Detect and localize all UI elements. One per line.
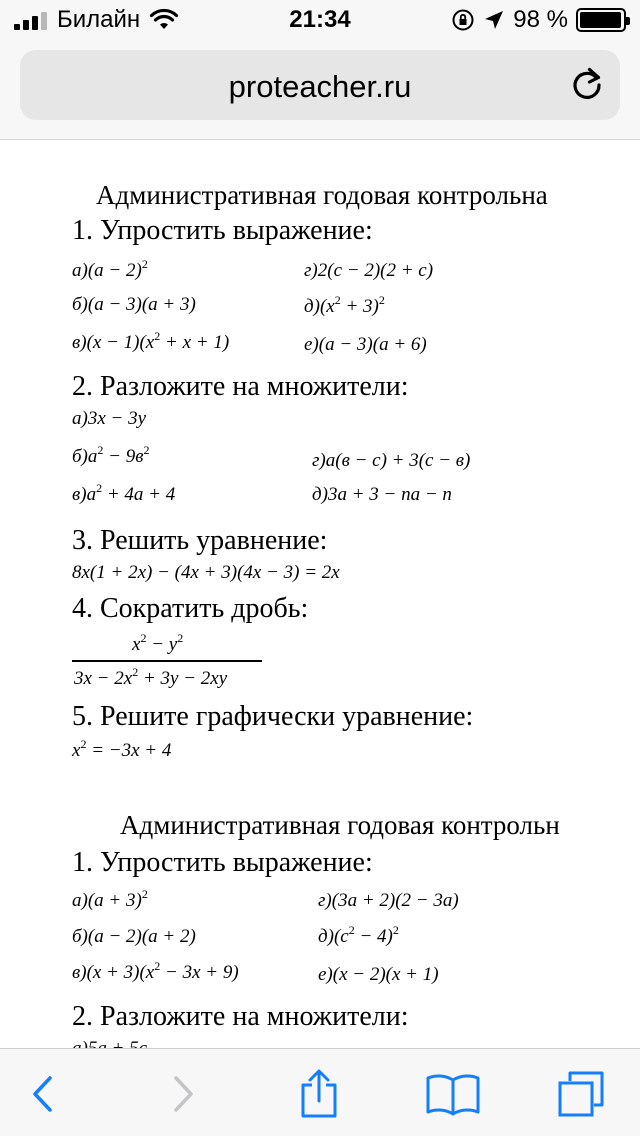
expression-item: $в)а^2 + 4а + 4$: [72, 481, 176, 505]
expression-item: $д)(с^2 - 4)^2$: [318, 923, 399, 947]
bookmarks-icon[interactable]: [425, 1072, 481, 1116]
reload-icon[interactable]: [568, 66, 606, 104]
task-heading: 1. Упростить выражение:: [72, 215, 373, 246]
forward-button[interactable]: [158, 1069, 208, 1119]
expression-item: б)(а − 3)(а + 3): [72, 294, 196, 315]
web-content[interactable]: [0, 140, 640, 1048]
expression-item: г)а(в − с) + 3(с − в): [312, 450, 471, 471]
task-heading: 5. Решите графически уравнение:: [72, 701, 474, 732]
fraction-numerator: $х^2 - у^2$: [132, 631, 184, 655]
document-title: Административная годовая контрольн: [120, 810, 560, 840]
expression-item: а)3х − 3у: [72, 408, 147, 429]
expression-item: б)(а − 2)(а + 2): [72, 926, 196, 947]
status-bar: [0, 0, 640, 40]
clock: 21:34: [289, 6, 351, 33]
expression-item: $а)(а + 3)^2$: [72, 887, 148, 911]
equation: 8х(1 + 2х) − (4х + 3)(4х − 3) = 2х: [72, 562, 340, 583]
expression-item: г)(3а + 2)(2 − 3а): [318, 890, 459, 911]
url-text[interactable]: proteacher.ru: [228, 69, 412, 104]
share-button[interactable]: [294, 1069, 344, 1119]
expression-item: $в)(х + 3)(х^2 - 3х + 9)$: [72, 959, 239, 983]
share-icon[interactable]: [297, 1069, 341, 1119]
fraction-denominator: $3х - 2х^2 + 3у - 2ху$: [74, 665, 228, 689]
task-heading: 2. Разложите на множители:: [72, 1001, 409, 1032]
expression-item: е)(х − 2)(х + 1): [318, 964, 439, 985]
expression-item: $д)(х^2 + 3)^2$: [304, 293, 385, 317]
status-right: [451, 8, 626, 32]
forward-icon[interactable]: [168, 1074, 198, 1114]
equation: $х^2 = -3х + 4$: [72, 737, 172, 761]
back-icon[interactable]: [28, 1074, 58, 1114]
task-heading: 2. Разложите на множители:: [72, 371, 409, 402]
task-heading: 4. Сократить дробь:: [72, 593, 309, 624]
expression-item: е)(а − 3)(а + 6): [304, 334, 427, 355]
tabs-button[interactable]: [556, 1069, 606, 1119]
battery-percent: 98 %: [513, 6, 568, 33]
location-arrow-icon: [483, 9, 505, 31]
task-heading: 3. Решить уравнение:: [72, 525, 328, 556]
expression-item: $а)(а - 2)^2$: [72, 257, 148, 281]
back-button[interactable]: [18, 1069, 68, 1119]
address-bar[interactable]: [20, 50, 620, 120]
document-title: Административная годовая контрольна: [96, 180, 548, 210]
task-heading: 1. Упростить выражение:: [72, 847, 373, 878]
fraction-bar: [72, 660, 262, 662]
orientation-lock-icon: [451, 8, 475, 32]
battery-icon: [576, 8, 626, 32]
expression-item: $б)а^2 - 9в^2$: [72, 443, 150, 467]
carrier-name: Билайн: [57, 6, 141, 33]
expression-item: д)3а + 3 − па − п: [312, 484, 452, 505]
expression-item: $в)(х - 1)(х^2 + х + 1)$: [72, 329, 230, 353]
browser-address-area: [0, 40, 640, 140]
bookmarks-button[interactable]: [424, 1069, 482, 1119]
expression-item: г)2(с − 2)(2 + с): [304, 260, 434, 281]
tabs-icon[interactable]: [556, 1069, 606, 1119]
browser-toolbar: [0, 1048, 640, 1136]
